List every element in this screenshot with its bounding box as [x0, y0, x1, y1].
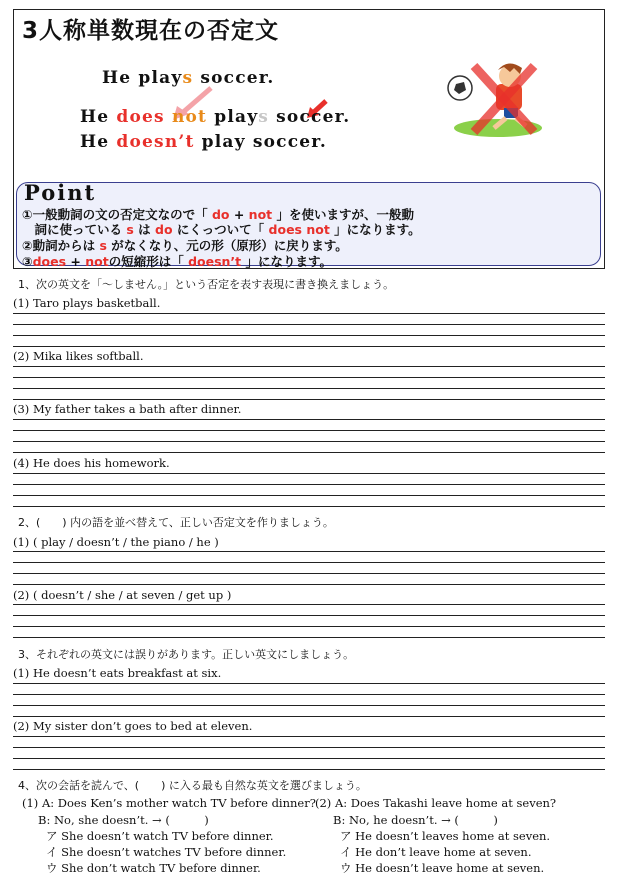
example1-text: He play [102, 68, 183, 88]
point-title: Point [24, 180, 97, 205]
answer-line[interactable] [13, 604, 605, 605]
point4-plus: + [66, 254, 86, 269]
section1-item-1: (1) Taro plays basketball. [13, 296, 161, 310]
example2-removed-s: s [258, 107, 270, 127]
point2-mid: にくっついて「 [172, 222, 269, 237]
answer-line[interactable] [13, 495, 605, 496]
answer-line[interactable] [13, 324, 605, 325]
example2-he: He [80, 107, 117, 127]
point4-rest: 」になります。 [241, 254, 333, 269]
point4-doesnt: doesn’t [188, 254, 242, 269]
example3-doesnt: doesn’t [116, 132, 195, 152]
example2-space [165, 107, 172, 127]
section4-instruction: 4、次の会話を読んで、( ) に入る最も自然な英文を選びましょう。 [18, 779, 367, 792]
section2-item-2: (2) ( doesn’t / she / at seven / get up ) [13, 588, 232, 602]
point4-does: does [32, 254, 67, 269]
point4-not: not [85, 254, 109, 269]
example2-rest: soccer. [269, 107, 351, 127]
answer-line[interactable] [13, 626, 605, 627]
dialogue1-option-i[interactable]: イ She doesn’t watches TV before dinner. [46, 845, 287, 859]
answer-line[interactable] [13, 705, 605, 706]
section1-instruction: 1、次の英文を「～しません。」という否定を表す表現に書き換えましょう。 [18, 278, 395, 291]
point2-wa: は [133, 222, 156, 237]
section2-instruction: 2、( ) 内の語を並べ替えて、正しい否定文を作りましょう。 [18, 516, 334, 529]
point4-mid: の短縮形は「 [108, 254, 189, 269]
answer-line[interactable] [13, 562, 605, 563]
point-line-4 [22, 252, 332, 269]
answer-line[interactable] [13, 573, 605, 574]
section1-item-2: (2) Mika likes softball. [13, 349, 144, 363]
point1-rest: 」を使いますが、一般動 [272, 207, 414, 222]
example1-rest: soccer. [193, 68, 275, 88]
section2-item-1: (1) ( play / doesn’t / the piano / he ) [13, 535, 219, 549]
answer-line[interactable] [13, 736, 605, 737]
example3-rest: play soccer. [194, 132, 327, 152]
answer-line[interactable] [13, 441, 605, 442]
section1-item-3: (3) My father takes a bath after dinner. [13, 402, 242, 416]
example-sentence-3 [80, 132, 327, 152]
example2-not: not [171, 107, 208, 127]
answer-line[interactable] [13, 637, 605, 638]
answer-line[interactable] [13, 683, 605, 684]
answer-line[interactable] [13, 758, 605, 759]
answer-line[interactable] [13, 716, 605, 717]
point3-text: ②動詞からは [22, 238, 100, 253]
point1-do: do [211, 207, 230, 222]
answer-line[interactable] [13, 335, 605, 336]
example3-he: He [80, 132, 117, 152]
answer-line[interactable] [13, 584, 605, 585]
lesson-banner [13, 9, 605, 269]
section3-instruction: 3、それぞれの英文には誤りがあります。正しい英文にしましょう。 [18, 648, 355, 661]
example2-does: does [116, 107, 165, 127]
answer-line[interactable] [13, 747, 605, 748]
point2-s: s [126, 222, 134, 237]
point2-text: 詞に使っている [22, 222, 127, 237]
answer-line[interactable] [13, 377, 605, 378]
answer-line[interactable] [13, 419, 605, 420]
dialogue1-question: (1) A: Does Ken’s mother watch TV before dinner? [22, 796, 316, 810]
answer-line[interactable] [13, 366, 605, 367]
example-sentence-2 [80, 107, 350, 127]
point1-plus: + [229, 207, 249, 222]
dialogue1-option-a[interactable]: ア She doesn’t watch TV before dinner. [46, 829, 274, 843]
answer-line[interactable] [13, 615, 605, 616]
answer-line[interactable] [13, 551, 605, 552]
dialogue2-question: (2) A: Does Takashi leave home at seven? [315, 796, 557, 810]
point1-not: not [248, 207, 273, 222]
dialogue1-answer: B: No, she doesn’t. → ( ) [38, 813, 209, 827]
point3-rest: がなくなり、元の形（原形）に戻ります。 [106, 238, 348, 253]
point2-do: do [155, 222, 173, 237]
dialogue2-option-i[interactable]: イ He don’t leave home at seven. [340, 845, 532, 859]
banner-title: 3人称単数現在の否定文 [22, 18, 280, 44]
dialogue2-answer: B: No, he doesn’t. → ( ) [333, 813, 498, 827]
point2-rest: 」になります。 [329, 222, 421, 237]
answer-line[interactable] [13, 506, 605, 507]
answer-line[interactable] [13, 388, 605, 389]
section3-item-1: (1) He doesn’t eats breakfast at six. [13, 666, 222, 680]
answer-line[interactable] [13, 346, 605, 347]
answer-line[interactable] [13, 399, 605, 400]
dialogue1-option-u[interactable]: ウ She don’t watch TV before dinner. [46, 861, 261, 875]
dialogue2-option-u[interactable]: ウ He doesn’t leave home at seven. [340, 861, 545, 875]
answer-line[interactable] [13, 484, 605, 485]
answer-line[interactable] [13, 313, 605, 314]
point1-text: ①一般動詞の文の否定文なので「 [22, 207, 212, 222]
soccer-boy-crossed-icon [434, 58, 554, 140]
answer-line[interactable] [13, 430, 605, 431]
example1-s: s [182, 68, 194, 88]
point3-s: s [99, 238, 107, 253]
section1-item-4: (4) He does his homework. [13, 456, 170, 470]
dialogue2-option-a[interactable]: ア He doesn’t leaves home at seven. [340, 829, 551, 843]
answer-line[interactable] [13, 694, 605, 695]
section3-item-2: (2) My sister don’t goes to bed at eleven. [13, 719, 253, 733]
point2-does-not: does not [268, 222, 330, 237]
example2-play: play [207, 107, 259, 127]
answer-line[interactable] [13, 769, 605, 770]
answer-line[interactable] [13, 452, 605, 453]
point4-number: ③ [22, 254, 33, 269]
answer-line[interactable] [13, 473, 605, 474]
